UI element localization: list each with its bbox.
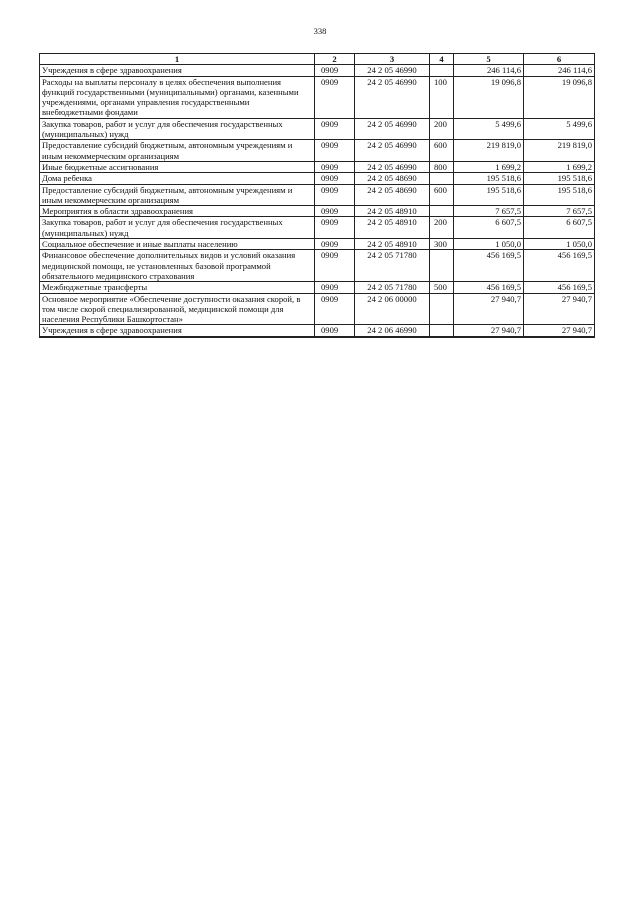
column-header: 4	[430, 54, 454, 65]
row-name: Учреждения в сфере здравоохранения	[40, 325, 315, 336]
row-amount: 219 819,0	[454, 140, 524, 162]
row-expense-type: 300	[430, 239, 454, 250]
row-name: Предоставление субсидий бюджетным, автономным учреждениям и иным некоммерческим организациям	[40, 184, 315, 206]
table-row	[40, 282, 595, 293]
row-expense-type: 600	[430, 140, 454, 162]
row-target-article: 24 2 06 00000	[355, 293, 430, 325]
row-expense-type	[430, 325, 454, 336]
row-name: Межбюджетные трансферты	[40, 282, 315, 293]
row-amount-total: 195 518,6	[524, 173, 595, 184]
row-amount: 27 940,7	[454, 293, 524, 325]
row-amount: 19 096,8	[454, 76, 524, 118]
row-expense-type	[430, 173, 454, 184]
row-amount-total: 1 699,2	[524, 161, 595, 172]
table-row	[40, 76, 595, 118]
row-target-article: 24 2 05 46990	[355, 118, 430, 140]
row-name: Расходы на выплаты персоналу в целях обеспечения выполнения функций государственными (муниципальными) органами, казенными учреждениями, органами управления государственными внебюджетными фондами	[40, 76, 315, 118]
table-row	[40, 161, 595, 172]
row-expense-type: 100	[430, 76, 454, 118]
row-target-article: 24 2 05 71780	[355, 282, 430, 293]
row-section-code: 0909	[315, 282, 355, 293]
table-row	[40, 336, 595, 337]
row-target-article: 24 2 06 46990	[355, 325, 430, 336]
row-expense-type	[430, 336, 454, 337]
row-amount: 246 114,6	[454, 65, 524, 76]
row-amount: 5 499,6	[454, 118, 524, 140]
row-section-code: 0909	[315, 217, 355, 239]
row-target-article: 24 2 05 48910	[355, 206, 430, 217]
row-target-article: 24 2 05 46990	[355, 65, 430, 76]
row-name: Мероприятия в области здравоохранения	[40, 206, 315, 217]
column-header: 5	[454, 54, 524, 65]
row-name: Иные бюджетные ассигнования	[40, 161, 315, 172]
row-amount: 27 940,7	[454, 325, 524, 336]
table-row	[40, 325, 595, 336]
row-amount: 456 169,5	[454, 250, 524, 282]
table-row	[40, 206, 595, 217]
row-amount-total: 246 114,6	[524, 65, 595, 76]
row-section-code: 0909	[315, 76, 355, 118]
table-header-row	[40, 54, 595, 65]
row-amount-total: 219 819,0	[524, 140, 595, 162]
row-expense-type: 500	[430, 282, 454, 293]
row-expense-type	[430, 206, 454, 217]
column-header: 2	[315, 54, 355, 65]
row-section-code: 0909	[315, 65, 355, 76]
row-amount	[454, 336, 524, 337]
row-expense-type: 600	[430, 184, 454, 206]
row-section-code: 0909	[315, 239, 355, 250]
table-row	[40, 250, 595, 282]
table-row	[40, 140, 595, 162]
row-target-article: 24 2 05 48690	[355, 184, 430, 206]
row-amount-total: 1 050,0	[524, 239, 595, 250]
row-section-code: 0909	[315, 161, 355, 172]
row-target-article: 24 2 05 71780	[355, 250, 430, 282]
row-amount: 6 607,5	[454, 217, 524, 239]
row-name: Закупка товаров, работ и услуг для обеспечения государственных (муниципальных) нужд	[40, 118, 315, 140]
row-amount-total: 195 518,6	[524, 184, 595, 206]
row-target-article: 24 2 05 46990	[355, 140, 430, 162]
row-amount: 1 050,0	[454, 239, 524, 250]
row-target-article: 24 2 05 48690	[355, 173, 430, 184]
row-amount-total: 5 499,6	[524, 118, 595, 140]
row-target-article	[355, 336, 430, 337]
row-section-code: 0909	[315, 140, 355, 162]
row-section-code: 0909	[315, 293, 355, 325]
row-name: Социальное обеспечение и иные выплаты населению	[40, 239, 315, 250]
row-section-code: 0909	[315, 184, 355, 206]
row-section-code: 0909	[315, 250, 355, 282]
row-name: Дома ребенка	[40, 173, 315, 184]
row-name: Закупка товаров, работ и услуг для обеспечения государственных (муниципальных) нужд	[40, 217, 315, 239]
row-section-code: 0909	[315, 173, 355, 184]
row-expense-type	[430, 293, 454, 325]
table-row	[40, 293, 595, 325]
row-expense-type: 800	[430, 161, 454, 172]
row-amount: 1 699,2	[454, 161, 524, 172]
row-name: Финансовое обеспечение дополнительных видов и условий оказания медицинской помощи, не установленных базовой программой обязательного медицинского страхования	[40, 250, 315, 282]
column-header: 3	[355, 54, 430, 65]
table-row	[40, 173, 595, 184]
table-row	[40, 65, 595, 76]
table-row	[40, 239, 595, 250]
row-section-code: 0909	[315, 325, 355, 336]
row-amount-total	[524, 336, 595, 337]
row-amount-total: 456 169,5	[524, 250, 595, 282]
page-number: 338	[313, 26, 327, 36]
row-amount-total: 456 169,5	[524, 282, 595, 293]
row-name: Учреждения в сфере здравоохранения	[40, 65, 315, 76]
row-expense-type	[430, 250, 454, 282]
row-expense-type: 200	[430, 217, 454, 239]
row-amount: 7 657,5	[454, 206, 524, 217]
table-row	[40, 118, 595, 140]
row-name	[40, 336, 315, 337]
row-amount: 456 169,5	[454, 282, 524, 293]
row-amount-total: 6 607,5	[524, 217, 595, 239]
row-amount: 195 518,6	[454, 173, 524, 184]
row-target-article: 24 2 05 46990	[355, 161, 430, 172]
row-name: Основное мероприятие «Обеспечение доступности оказания скорой, в том числе скорой специализированной, медицинской помощи для населения Республики Башкортостан»	[40, 293, 315, 325]
row-section-code: 0909	[315, 206, 355, 217]
table-row	[40, 184, 595, 206]
row-target-article: 24 2 05 48910	[355, 217, 430, 239]
row-target-article: 24 2 05 46990	[355, 76, 430, 118]
column-header: 6	[524, 54, 595, 65]
row-name: Предоставление субсидий бюджетным, автономным учреждениям и иным некоммерческим организациям	[40, 140, 315, 162]
row-amount: 195 518,6	[454, 184, 524, 206]
row-section-code	[315, 336, 355, 337]
row-amount-total: 27 940,7	[524, 293, 595, 325]
row-expense-type: 200	[430, 118, 454, 140]
column-header: 1	[40, 54, 315, 65]
table-row	[40, 217, 595, 239]
row-target-article: 24 2 05 48910	[355, 239, 430, 250]
row-section-code: 0909	[315, 118, 355, 140]
budget-table	[39, 53, 595, 338]
row-expense-type	[430, 65, 454, 76]
row-amount-total: 27 940,7	[524, 325, 595, 336]
row-amount-total: 7 657,5	[524, 206, 595, 217]
row-amount-total: 19 096,8	[524, 76, 595, 118]
